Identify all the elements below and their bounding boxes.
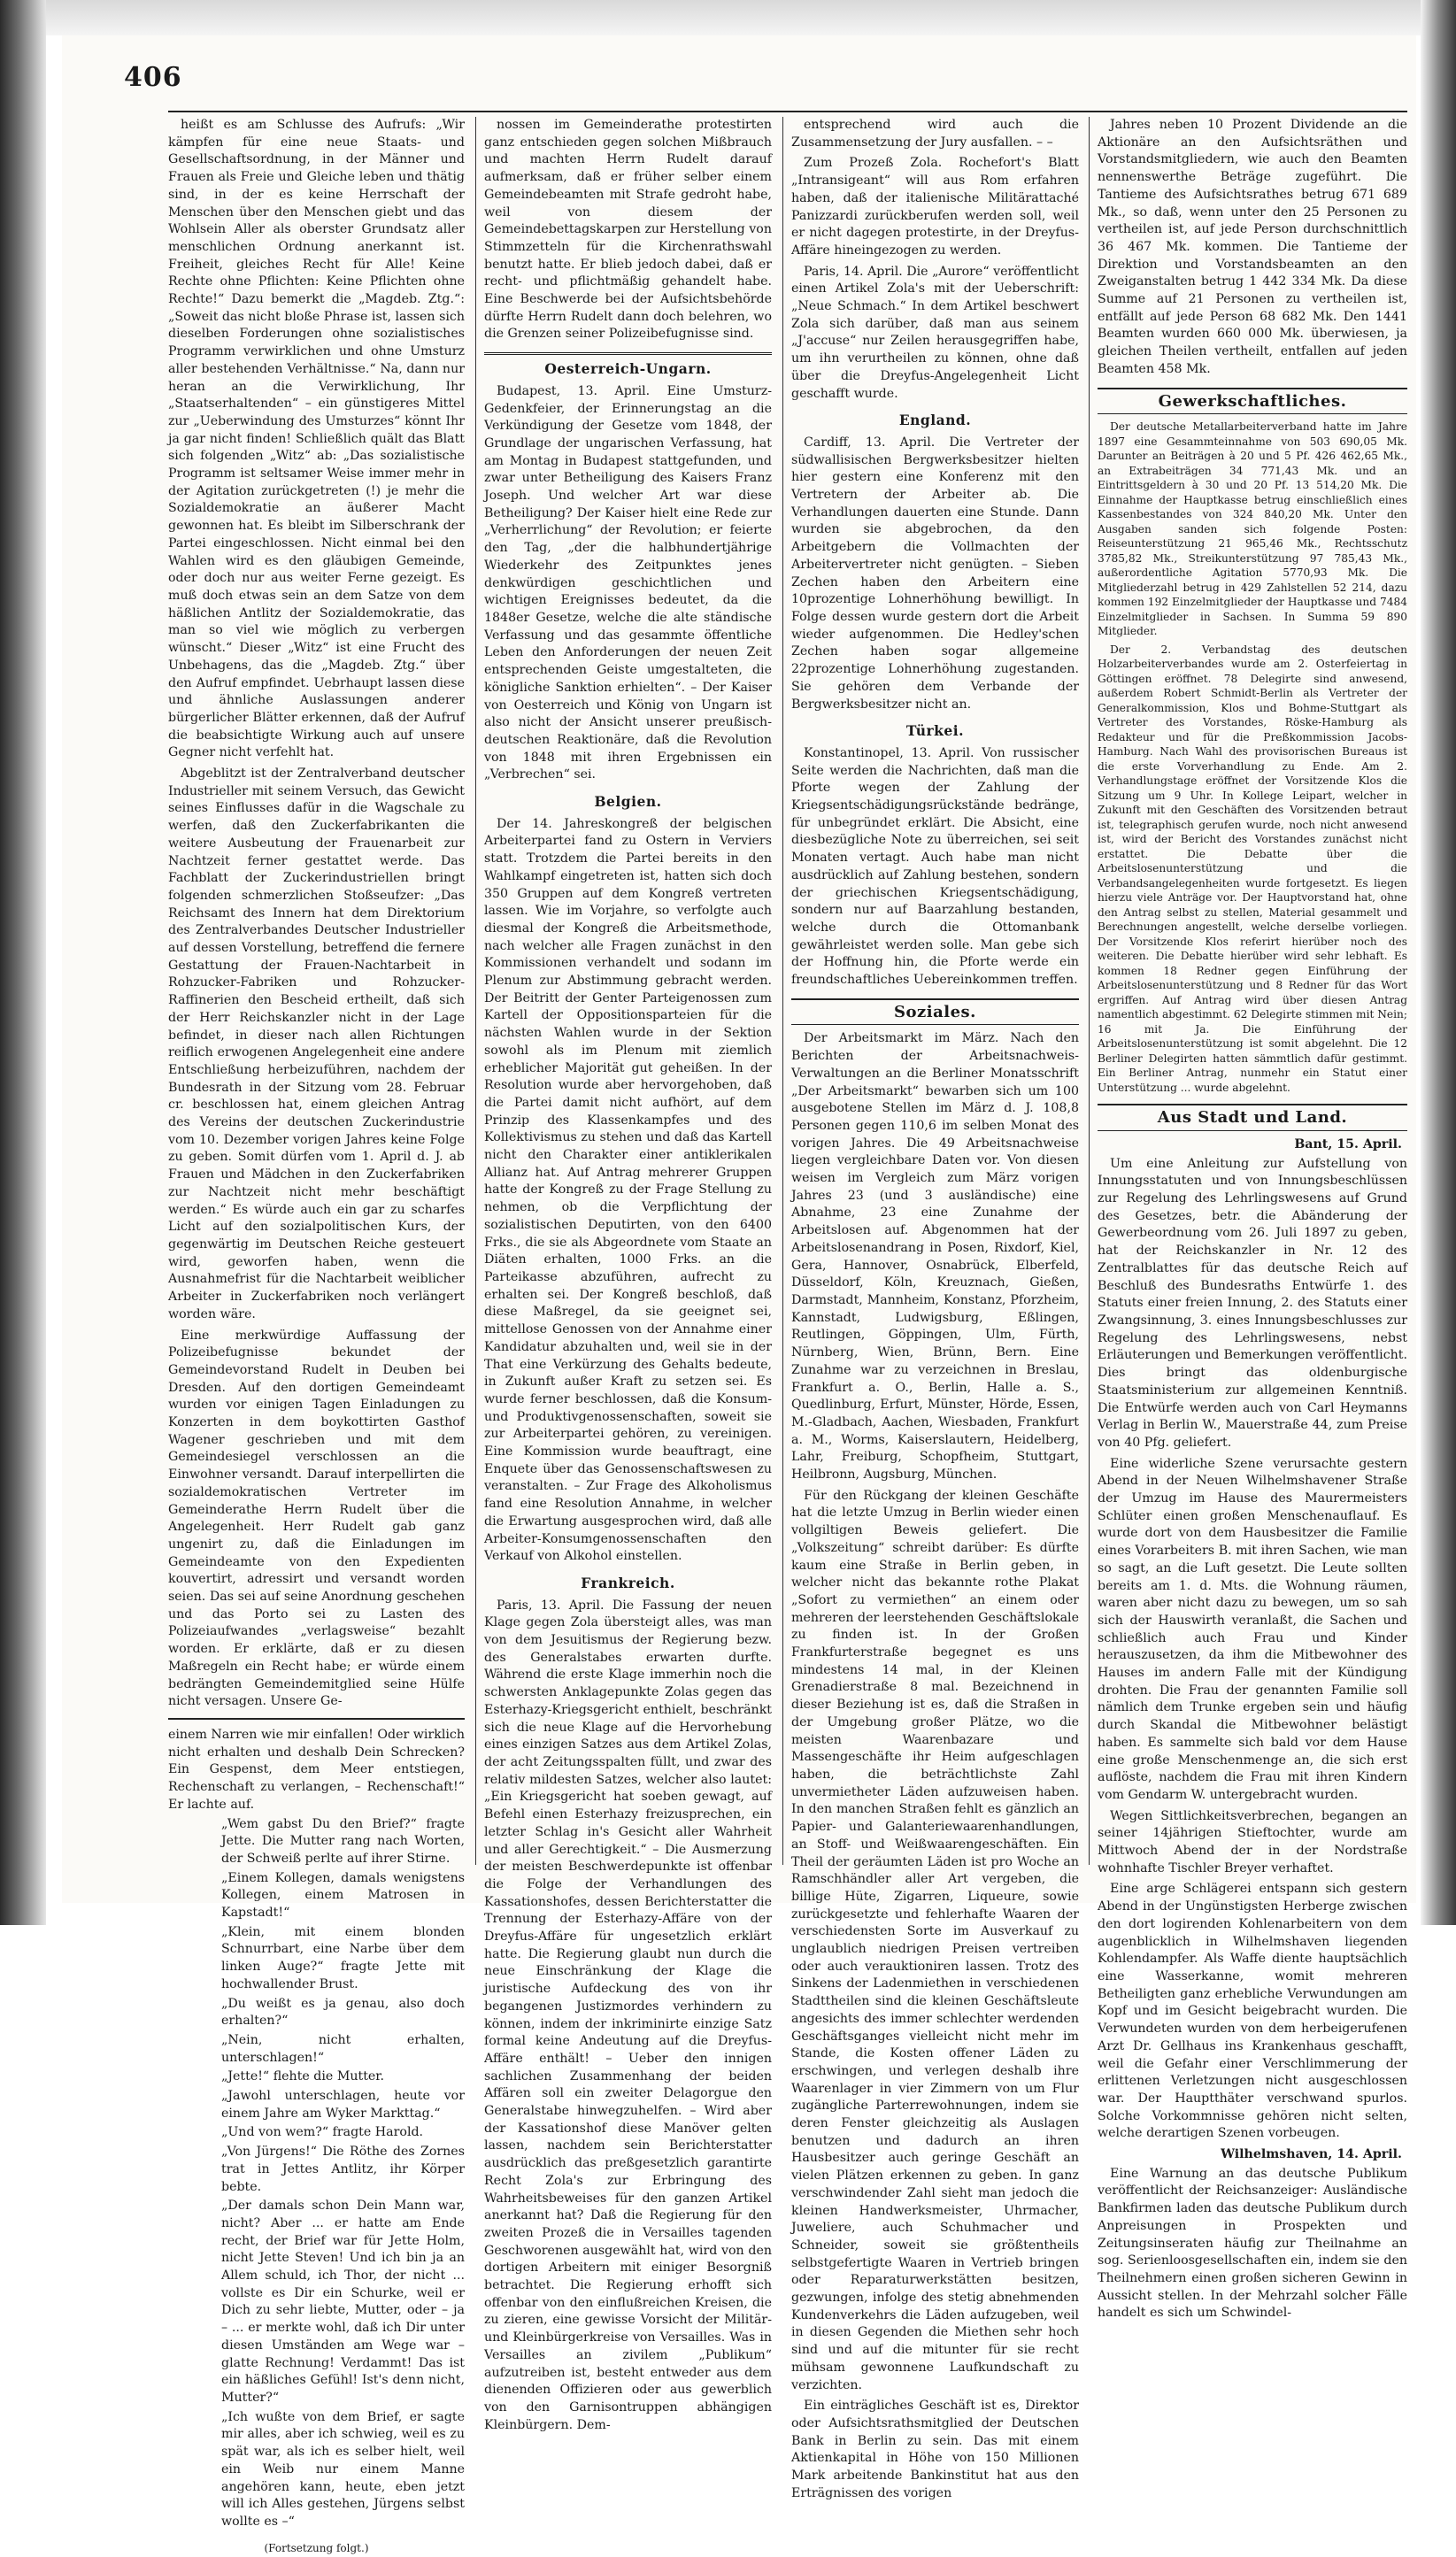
section-heading: England. bbox=[898, 412, 972, 429]
article-paragraph: Zum Prozeß Zola. Rochefort's Blatt „Intransigeant“ will aus Rom erfahren haben, daß der italienische Militärattaché Panizzardi zurückberufen werden soll, weil er nicht dagegen protestirte, in der Dreyfus-Affäre hineingezogen zu werden. bbox=[791, 156, 1079, 258]
column-divider bbox=[782, 117, 783, 1865]
feuilleton-rule bbox=[168, 1718, 465, 1720]
article-paragraph: Wegen Sittlichkeitsverbrechen, begangen an seiner 14jährigen Stieftochter, wurde am Mittwoch Abend der in der Nordstraße wohnhafte Tischler Breyer verhaftet. bbox=[1098, 1808, 1407, 1875]
feuilleton-story bbox=[168, 1727, 465, 2557]
article-paragraph: Budapest, 13. April. Eine Umsturz-Gedenkfeier, der Erinnerungstag an die Verkündigung der Gesetze vom 1848, der Grundlage der ungarischen Verfassung, hat am Montag in Budapest stattgefunden, und zwar unter Betheiligung des Kaisers Franz Joseph. Und welcher Art war diese Betheiligung? Der Kaiser hielt eine Rede zur „Verherrlichung“ der Revolution; er feierte den Tag, „der die halbhundertjährige Wiederkehr des Zeitpunktes jenes denkwürdigen geschichtlichen und wichtigen Ereignisses bedeutet, da die 1848er Gesetze, welche die alte ständische Verfassung und das gesammte öffentliche Leben den Anforderungen der neuen Zeit entsprechenden Geiste umgestalteten, die königliche Sanktion erhielten“. – Der Kaiser von Oesterreich und König von Ungarn ist also nicht der Ansicht unserer preußisch-deutschen Reaktionäre, daß die Revolution von 1848 mit ihren Ergebnissen ein „Verbrechen“ sei. bbox=[484, 383, 772, 782]
article-paragraph: Eine merkwürdige Auffassung der Polizeibefugnisse bekundet der Gemeindevorstand Rudelt in Deuben bei Dresden. Auf den dortigen Gemeindeamt wurden vor einigen Tagen Einladungen zu Konzerten in dem boykottirten Gasthof Wagener geschrieben und mit dem Gemeindesiegel verschlossen an die Einwohner versandt. Darauf interpellirten die sozialdemokratischen Vertreter im Gemeinderathe Herrn Rudelt über die Angelegenheit. Herr Rudelt gab ganz ungenirt zu, daß die Einladungen im Gemeindeamte von den Expedienten kouvertirt, adressirt und versandt worden seien. Das sei auf seine Anordnung geschehen und das Porto sei zu Lasten des Polizeiaufwandes „verlagsweise“ bezahlt worden. Er erklärte, daß er zu diesen Maßregeln ein Recht habe; er würde einem bedrängten Gemeindemitglied seine Hülfe nicht versagen. Unsere Ge- bbox=[168, 1328, 465, 1709]
scan-edge-right bbox=[1421, 0, 1456, 1925]
column-divider bbox=[1089, 117, 1090, 1865]
section-heading: Frankreich. bbox=[581, 1574, 675, 1591]
scan-edge-top bbox=[46, 0, 1421, 35]
story-line: „Einem Kollegen, damals wenigstens Kollegen, einem Matrosen in Kapstadt!“ bbox=[221, 1870, 465, 1921]
story-line: „Du weißt es ja genau, also doch erhalten?“ bbox=[221, 1996, 465, 2029]
article-paragraph: Paris, 14. April. Die „Aurore“ veröffentlicht einen Artikel Zola's mit der Ueberschrift: „Neue Schmach.“ In dem Artikel beschwert Zola sich darüber, daß man aus seinem „J'accuse“ nur Zeilen herausgegriffen habe, um ihn verurtheilen zu können, ohne daß über die Dreyfus-Angelegenheit Licht geschafft wurde. bbox=[791, 264, 1079, 401]
article-paragraph: Der Arbeitsmarkt im März. Nach den Berichten der Arbeitsnachweis-Verwaltungen an die Berliner Monatsschrift „Der Arbeitsmarkt“ bewarben sich um 100 ausgebotene Stellen im März d. J. 108,8 Personen gegen 110,6 im selben Monat des vorigen Jahres. Die 49 Arbeitsnachweise liegen vergleichbare Daten vor. Von diesen weisen im Vergleich zum März vorigen Jahres 23 (und 3 ausländische) eine Abnahme, 23 eine Zunahme der Arbeitslosen auf. Abgenommen hat der Arbeitslosenandrang in Posen, Rixdorf, Kiel, Gera, Hannover, Osnabrück, Elberfeld, Düsseldorf, Köln, Kreuznach, Gießen, Darmstadt, Mannheim, Konstanz, Pforzheim, Kannstadt, Ludwigsburg, Eßlingen, Reutlingen, Göppingen, Ulm, Fürth, Nürnberg, Wien, Brünn, Bern. Eine Zunahme war zu verzeichnen in Breslau, Frankfurt a. O., Berlin, Halle a. S., Quedlinburg, Erfurt, Münster, Hörde, Essen, M.-Gladbach, Aachen, Wiesbaden, Frankfurt a. M., Worms, Kaiserslautern, Heidelberg, Lahr, Freiburg, Schopfheim, Stuttgart, Heilbronn, Augsburg, München. bbox=[791, 1031, 1079, 1483]
article-paragraph: Der deutsche Metallarbeiterverband hatte im Jahre 1897 eine Gesammteinnahme von 503 690,05 Mk. Darunter an Beiträgen à 20 und 5 Pf. 426 462,65 Mk., an Extrabeiträgen 34 771,43 Mk. und an Eintrittsgeldern à 30 und 20 Pf. 13 514,20 Mk. Die Einnahme der Hauptkasse betrug einschließlich eines Kassenbestandes von 324 840,20 Mk. Unter den Ausgaben sanden sich folgende Posten: Reiseunterstützung 21 965,46 Mk., Rechtsschutz 3785,82 Mk., Streikunterstützung 97 785,43 Mk., außerordentliche Agitation 5770,93 Mk. Die Mitgliederzahl betrug in 429 Zahlstellen 52 214, dazu kommen 192 Einzelmitglieder der Hauptkasse und 7484 Einzelmitglieder in Sachsen. In Summa 59 890 Mitglieder. bbox=[1098, 420, 1407, 638]
scan-edge-left bbox=[0, 0, 46, 1925]
story-line: „Jette!“ flehte die Mutter. bbox=[221, 2069, 385, 2084]
section-heading: Soziales. bbox=[791, 998, 1079, 1026]
section-heading: Gewerkschaftliches. bbox=[1098, 388, 1407, 415]
article-paragraph: entsprechend wird auch die Zusammensetzung der Jury ausfallen. – – bbox=[791, 118, 1079, 150]
story-line: „Von Jürgens!“ Die Röthe des Zornes trat in Jettes Antlitz, ihr Körper bebte. bbox=[221, 2145, 465, 2194]
article-paragraph: heißt es am Schlusse des Aufrufs: „Wir kämpfen für eine neue Staats- und Gesellschaftsordnung, in der Männer und Frauen als Freie und Gleiche leben und thätig sind, in der es keine Herrschaft der Menschen über den Menschen giebt und das Wohlsein Aller als oberster Grundsatz aller menschlichen Ordnung anerkannt ist. Freiheit, gleiches Recht für Alle! Keine Rechte ohne Pflichten: Keine Pflichten ohne Rechte!“ Dazu bemerkt die „Magdeb. Ztg.“: „Soweit das nicht bloße Phrase ist, lassen sich dieselben Forderungen ohne sozialistisches Programm verwirklichen und ohne Umsturz aller bestehenden Verhältnisse.“ Na, dann nur heran an die Verwirklichung, Ihr „Staatserhaltenden“ – ein günstigeres Mittel zur „Ueberwindung des Umsturzes“ könnt Ihr ja gar nicht finden! Schließlich quält das Blatt sich folgenden „Witz“ ab: „Das sozialistische Programm ist seltsamer Weise immer mehr in der Agitation zurückgetreten (!) je mehr die Sozialdemokratie an äußerer Macht gewonnen hat. Es bleibt im Silberschrank der Partei eingeschlossen. Nicht einmal bei den Wahlen wird es den gläubigen Gemeinde, oder doch nur aus weiter Ferne gezeigt. Es muß doch etwas sein an dem Satze von dem häßlichen Antlitz der Sozialdemokratie, das man so viel wie möglich zu verbergen wünscht.“ Dieser „Witz“ ist eine Frucht des Unbehagens, das die „Magdeb. Ztg.“ über den Aufruf empfindet. Uebrhaupt lassen diese und ähnliche Auslassungen anderer bürgerlicher Blätter erkennen, daß der Aufruf die beabsichtigte Wirkung auch auf unsere Gegner nicht verfehlt hat. bbox=[168, 118, 465, 760]
story-line: „Jawohl unterschlagen, heute vor einem Jahre am Wyker Markttag.“ bbox=[221, 2089, 465, 2121]
section-heading: Oesterreich-Ungarn. bbox=[484, 352, 772, 378]
article-paragraph: Cardiff, 13. April. Die Vertreter der südwallisischen Bergwerksbesitzer hielten hier gestern eine Konferenz mit den Vertretern der Arbeiter ab. Die Verhandlungen dauerten eine Stunde. Dann wurden sie abgebrochen, da den Arbeitgebern die Vollmachten der Arbeitervertreter nicht genügten. – Sieben Zechen haben den Arbeitern eine 10prozentige Lohnerhöhung bewilligt. In Folge dessen wurde gestern dort die Arbeit wieder aufgenommen. Die Hedley'schen Zechen haben sogar allgemeine 22prozentige Lohnerhöhung zugestanden. Sie gehören dem Verbande der Bergwerksbesitzer nicht an. bbox=[791, 435, 1079, 712]
story-line: „Wem gabst Du den Brief?“ fragte Jette. Die Mutter rang nach Worten, der Schweiß perlte auf ihrer Stirne. bbox=[221, 1816, 465, 1866]
article-paragraph: Eine Warnung an das deutsche Publikum veröffentlicht der Reichsanzeiger: Ausländische Bankfirmen laden das deutsche Publikum durch Anpreisungen in Prospekten und Zeitungsinseraten häufig zur Theilnahme an sog. Serienloosgesellschaften ein, indem sie den Theilnehmern einen großen sicheren Gewinn in Aussicht stellen. In der Mehrzahl solcher Fälle handelt es sich um Schwindel- bbox=[1098, 2166, 1407, 2321]
column-2 bbox=[484, 117, 772, 2432]
column-3 bbox=[791, 117, 1079, 2500]
story-line: „Klein, mit einem blonden Schnurrbart, eine Narbe über dem linken Auge?“ fragte Jette mit hochwallender Brust. bbox=[221, 1924, 465, 1991]
dateline: Bant, 15. April. bbox=[1294, 1136, 1402, 1151]
article-paragraph: Paris, 13. April. Die Fassung der neuen Klage gegen Zola übersteigt alles, was man von dem Jesuitismus der Regierung bezw. des Generalstabes erwarten durfte. Während die erste Klage immerhin noch die schwersten Anklagepunkte Zolas gegen das Esterhazy-Kriegsgericht enthielt, beschränkt sich die neue Klage auf die Hervorhebung eines einzigen Satzes aus dem Artikel Zolas, der acht Zeitungsspalten füllt, und zwar des relativ mildesten Satzes, welcher also lautet: „Ein Kriegsgericht hat soeben gewagt, auf Befehl einen Esterhazy freizusprechen, ein letzter Schlag in's Gesicht aller Wahrheit und aller Gerechtigkeit.“ – Die Ausmerzung der meisten Beschwerdepunkte ist offenbar die Folge der Verhandlungen des Kassationshofes, dessen Berichterstatter die Trennung der Esterhazy-Affäre von der Dreyfus-Affäre für ungesetzlich erklärt hatte. Die Regierung glaubt nun durch die neue Einschränkung der Klage die juristische Aufdeckung des von ihr begangenen Justizmordes verhindern zu können, indem der inkriminirte einzige Satz formal keine Andeutung auf die Dreyfus-Affäre enthält! – Ueber den innigen sachlichen Zusammenhang der beiden Affären soll ein zweiter Delagorgue den Generalstabe hinwegzuhelfen. – Wird aber der Kassationshof diese Manöver gelten lassen, nachdem sein Berichterstatter ausdrücklich das preßgesetzlich garantirte Recht Zola's zur Erbringung des Wahrheitsbeweises für den ganzen Artikel anerkannt hat? Daß die Regierung für den zweiten Prozeß die in Versailles tagenden Geschworenen ausgewählt hat, wird von den dortigen Arbeitern mit einiger Besorgniß betrachtet. Die Regierung erhofft sich offenbar von den einflußreichen Kreisen, die zu zieren, eine gewisse Vorsicht der Militär- und Kleinbürgerkreise von Versailles. Was in Versailles an zivilem „Publikum“ aufzutreiben ist, besteht entweder aus dem dienenden Offizieren oder aus gewerblich von den Garnisontruppen abhängigen Kleinbürgern. Dem- bbox=[484, 1598, 772, 2432]
section-heading: Belgien. bbox=[594, 793, 662, 811]
article-paragraph: Um eine Anleitung zur Aufstellung von Innungsstatuten und von Innungsbeschlüssen zur Regelung des Lehrlingswesens auf Grund des Gesetzes, betr. die Abänderung der Gewerbeordnung vom 26. Juli 1897 zu geben, hat der Reichskanzler in Nr. 12 des Zentralblattes für das deutsche Reich auf Beschluß des Bundesraths Entwürfe 1. des Statuts einer freien Innung, 2. des Statuts einer Zwangsinnung, 3. eines Innungsbeschlusses zur Regelung des Lehrlingswesens, nebst Erläuterungen und Bemerkungen veröffentlicht. Dies bringt das oldenburgische Staatsministerium zur allgemeinen Kenntniß. Die Entwürfe werden auch von Carl Heymanns Verlag in Berlin W., Mauerstraße 44, zum Preise von 40 Pfg. geliefert. bbox=[1098, 1156, 1407, 1450]
article-paragraph: Für den Rückgang der kleinen Geschäfte hat die letzte Umzug in Berlin wieder einen vollgiltigen Beweis geliefert. Die „Volkszeitung“ schreibt darüber: Es dürfte kaum eine Straße in Berlin geben, in welcher nicht das bekannte rothe Plakat „Sofort zu vermiethen“ an einem oder mehreren der leerstehenden Geschäftslokale zu finden ist. In der Großen Frankfurterstraße begegnet es uns mindestens 14 mal, in der Kleinen Grenadierstraße 8 mal. Bezeichnend in dieser Beziehung ist es, daß die Straßen in der Umgebung großer Plätze, wo die meisten Waarenbazare und Massengeschäfte ihr Heim aufgeschlagen haben, die beträchtlichste Zahl unvermietheter Läden aufzuweisen haben. In den manchen Straßen fehlt es gänzlich an Papier- und Galanteriewaarenhandlungen, an Stoff- und Weißwaarengeschäften. Ein Theil der geräumten Läden ist pro Woche an Ramschhändler aller Art vergeben, die billige Hüte, Zigarren, Liqueure, sowie zurückgesetzte und fehlerhafte Waaren der verschiedensten Sorte im Ausverkauf zu unglaublich niedrigen Preisen vertreiben oder auch verauktioniren lassen. Trotz des Sinkens der Ladenmiethen in verschiedenen Stadttheilen sind die kleinen Geschäftsleute angesichts des immer schlechter werdenden Geschäftsganges vielleicht nicht mehr im Stande, die Kosten offener Läden zu erschwingen, und verlegen deshalb ihre Waarenlager in vier Zimmern von um Flur zugängliche Parterrewohnungen, indem sie deren Fenster gleichzeitig als Auslagen benutzen und dadurch an ihren Hausbesitzer auch geringe Geschäft an vielen Plätzen erkennen zu geben. In ganz verschwindender Zahl sieht man jedoch die kleinen Handwerksmeister, Uhrmacher, Juweliere, auch Schuhmacher und Schneider, soweit sie größtentheils selbstgefertigte Waaren in Vertrieb bringen oder Reparaturwerkstätten besitzen, gezwungen, infolge des stetig abnehmenden Kundenverkehrs die Läden aufzugeben, weil in diesen Gegenden die Miethen sehr hoch sind und auf die mitunter für sie recht mühsam gewonnene Laufkundschaft zu verzichten. bbox=[791, 1488, 1079, 2392]
story-line: „Und von wem?“ fragte Harold. bbox=[221, 2125, 424, 2140]
column-4 bbox=[1098, 117, 1407, 2321]
dateline: Wilhelmshaven, 14. April. bbox=[1221, 2147, 1402, 2162]
article-paragraph: Eine arge Schlägerei entspann sich gestern Abend in der Ungünstigsten Herberge zwischen den dort logirenden Kohlenarbeitern von dem augenblicklich in Wilhelmshaven liegenden Kohlendampfer. Als Waffe diente hauptsächlich eine Wasserkanne, womit mehreren Betheiligten ganz erhebliche Verwundungen am Kopf und im Gesicht beigebracht wurden. Die Verwundeten wurden von dem herbeigerufenen Arzt Dr. Gellhaus ins Krankenhaus geschafft, weil die Gefahr einer Verschlimmerung der erlittenen Verletzungen nicht ausgeschlossen war. Der Hauptthäter verschwand spurlos. Solche Vorkommnisse gehören nicht selten, welche derartigen Szenen vorbeugen. bbox=[1098, 1882, 1407, 2141]
column-divider bbox=[475, 117, 476, 1865]
article-paragraph: Der 14. Jahreskongreß der belgischen Arbeiterpartei fand zu Ostern in Verviers statt. Trotzdem die Partei bereits in den Wahlkampf eingetreten ist, hatten sich doch 350 Gruppen auf dem Kongreß vertreten lassen. Wie im Vorjahre, so verfolgte auch diesmal der Kongreß die Arbeitsmethode, nach welcher alle Fragen zunächst in den Kommissionen verhandelt und sodann im Plenum zur Abstimmung gebracht werden. Der Beitritt der Genter Parteigenossen zum Kartell der Oppositionsparteien für die nächsten Wahlen wurde in der Sektion sowohl als im Plenum mit ziemlich erheblicher Majorität gut geheißen. In der Resolution wurde aber hervorgehoben, daß die Partei damit nicht aufhört, auf dem Prinzip des Klassenkampfes und des Kollektivismus zu stehen und daß das Kartell nicht den Charakter einer antiklerikalen Allianz hat. Auf Antrag mehrerer Gruppen hatte der Kongreß zu der Frage Stellung zu nehmen, ob die Verpflichtung der sozialistischen Deputirten, von den 6400 Frks., die sie als Abgeordnete vom Staate an Diäten erhalten, 1000 Frks. an die Parteikasse abzuführen, aufrecht zu erhalten sei. Der Kongreß beschloß, daß diese Maßregel, da sie geeignet sei, mittellose Genossen von der Annahme einer Kandidatur abzuhalten und, weil sie in der That eine Verkürzung des Gehalts bedeute, in Zukunft außer Kraft zu setzen sei. Es wurde ferner beschlossen, daß die Konsum- und Produktivgenossenschaften, soweit sie zur Arbeiterpartei gehören, zu vereinigen. Eine Kommission wurde beauftragt, eine Enquete über das Genossenschaftswesen zu veranstalten. – Zur Frage des Alkoholismus fand eine Resolution Annahme, in welcher die Erwartung ausgesprochen wird, daß alle Arbeiter-Konsumgenossenschaften den Verkauf von Alkohol einstellen. bbox=[484, 816, 772, 1564]
article-paragraph: Eine widerliche Szene verursachte gestern Abend in der Neuen Wilhelmshavener Straße der Umzug im Hause des Maurermeisters Schlüter einen großen Menschenauflauf. Es wurde dort von dem Hausbesitzer die Familie eines Vorarbeiters B. mit ihren Sachen, wie man so sagt, an die Luft gesetzt. Die Leute sollten bereits am 1. d. Mts. die Wohnung räumen, waren aber nicht dazu zu bewegen, um so sah sich der Hauswirth veranlaßt, die Sachen und schließlich auch Frau und Kinder herauszusetzen, da ihm die Mitbewohner des Hauses im andern Falle mit der Kündigung drohten. Die Frau der genannten Familie soll nämlich dem Trunke ergeben sein und häufig durch Skandal die Mitbewohner belästigt haben. Es sammelte sich bald vor dem Hause eine große Menschenmenge an, die sich erst auflöste, nachdem die Frau mit ihren Kindern vom Gendarm W. untergebracht wurden. bbox=[1098, 1456, 1407, 1802]
story-line: „Der damals schon Dein Mann war, nicht? Aber ... er hatte am Ende recht, der Brief war für Jette Holm, nicht Jette Steven! Und ich bin ja an Allem schuld, ich Thor, der nicht ... vollste es Dir ein Schurke, weil er Dich zu sehr liebte, Mutter, oder – ja – ... er merkte wohl, daß ich Dir unter diesen Umständen am Wege war – glatte Rechnung! Verdammt! Das ist ein häßliches Gefühl! Ist's denn nicht, Mutter?“ bbox=[221, 2199, 465, 2405]
story-line: einem Narren wie mir einfallen! Oder wirklich nicht erhalten und deshalb Dein Schrecken? Ein Gespenst, dem Meer entstiegen, Rechenschaft zu verlangen, – Rechenschaft!“ Er lachte auf. bbox=[168, 1727, 465, 1812]
page-number: 406 bbox=[124, 62, 182, 93]
article-paragraph: Abgeblitzt ist der Zentralverband deutscher Industrieller mit seinem Versuch, das Gewicht seines Einflusses dafür in die Wagschale zu werfen, daß den Zuckerfabrikanten die weitere Ausbeutung der Frauenarbeit zur Nachtzeit ferner gestattet werde. Das Fachblatt der Zuckerindustriellen bringt folgenden schmerzlichen Stoßseufzer: „Das Reichsamt des Innern hat dem Direktorium des Zentralverbandes Deutscher Industrieller auf dessen Vorstellung, betreffend die fernere Gestattung der Frauen-Nachtarbeit in Rohzucker-Fabriken und Rohzucker-Raffinerien den Bescheid ertheilt, daß sich der Herr Reichskanzler nicht in der Lage befindet, in dieser nach allen Richtungen reiflich erwogenen Angelegenheit eine andere Entschließung herbeizuführen, nachdem der Bundesrath in der Sitzung vom 28. Februar cr. beschlossen hat, einem gleichen Antrag des Vereins der deutschen Zuckerindustrie vom 10. Dezember vorigen Jahres keine Folge zu geben. Somit dürfen vom 1. April d. J. ab Frauen und Mädchen in den Zuckerfabriken zur Nachtzeit nicht mehr beschäftigt werden.“ Es würde auch ein gar zu scharfes Licht auf den sozialpolitischen Kurs, der gegenwärtig im Deutschen Reiche gesteuert wird, geworfen haben, wenn die Ausnahmefrist für die Nachtarbeit weiblicher Arbeiter in Zuckerfabriken noch verlängert worden wäre. bbox=[168, 766, 465, 1321]
continuation-note: (Fortsetzung folgt.) bbox=[264, 2541, 369, 2554]
article-paragraph: Konstantinopel, 13. April. Von russischer Seite werden die Nachrichten, daß man die Pforte wegen der Zahlung der Kriegsentschädigungsrückstände bedränge, für unbegründet erklärt. Die Absicht, eine diesbezügliche Note zu überreichen, sei seit Monaten vertagt. Auch habe man nicht ausdrücklich auf Zahlung bestehen, sondern der griechischen Kriegsentschädigung, sondern nur auf Baarzahlung bestanden, welche durch die Ottomanbank gewährleistet werden solle. Man gebe sich der Hoffnung hin, die Pforte werde ein freundschaftliches Uebereinkommen treffen. bbox=[791, 745, 1079, 988]
section-heading: Türkei. bbox=[905, 722, 965, 740]
column-1 bbox=[168, 117, 465, 2554]
story-line: „Ich wußte von dem Brief, er sagte mir alles, aber ich schwieg, weil es zu spät war, als ich es selber hielt, weil ein Weib nur einem Manne angehören kann, heute, eben jetzt will ich Alles gestehen, Jürgens selbst wollte es –“ bbox=[221, 2409, 465, 2529]
story-line: „Nein, nicht erhalten, unterschlagen!“ bbox=[221, 2032, 465, 2065]
top-rule bbox=[168, 111, 1407, 112]
article-paragraph: Jahres neben 10 Prozent Dividende an die Aktionäre an den Aufsichtsräthen und Vorstandsmitgliedern, wie auch den Beamten nennenswerthe Beträge zugeführt. Die Tantieme des Aufsichtsrathes betrug 671 689 Mk., so daß, wenn unter den 25 Personen zu vertheilen ist, auf jede Person durchschnittlich 36 467 Mk. kommen. Die Tantieme der Direktion und Vorstandsbeamten an den Zweiganstalten betrug 1 442 334 Mk. Da diese Summe auf 21 Personen zu vertheilen ist, entfällt auf jede Person 68 682 Mk. Den 1441 Beamten wurden 660 000 Mk. überwiesen, ja gleichen Theilen vertheilt, entfallen auf jeden Beamten 458 Mk. bbox=[1098, 118, 1407, 376]
article-paragraph: Der 2. Verbandstag des deutschen Holzarbeiterverbandes wurde am 2. Osterfeiertag in Göttingen eröffnet. 78 Delegirte sind anwesend, außerdem Robert Schmidt-Berlin als Vertreter der Generalkommission, Klos und Bohme-Stuttgart als Vertreter des Vorstandes, Röske-Hamburg als Redakteur und für die Preßkommission Jacobs-Hamburg. Nach Wahl des provisorischen Bureaus ist die erste Vorverhandlung zu Ende. Am 2. Verhandlungstage eröffnet der Vorsitzende Klos die Sitzung um 9 Uhr. In Kollege Leipart, welcher in Zukunft mit den Geschäften des Vorsitzenden betraut ist, telegraphisch gerufen wurde, noch nicht anwesend ist, wird der Bericht des Vorstandes zunächst nicht erstattet. Die Debatte über die Arbeitslosenunterstützung und die Verbandsangelegenheiten wurde fortgesetzt. Es liegen hierzu viele Anträge vor. Der Hauptvorstand hat, ohne den Antrag selbst zu stellen, Material gesammelt und Berechnungen angestellt, welche derselbe vorliegen. Der Vorsitzende Klos referirt hierüber noch des weiteren. Die Debatte hierüber wird sehr lebhaft. Es kommen 18 Redner gegen Einführung der Arbeitslosenunterstützung und 8 Redner für das Wort ergriffen. Auf Antrag wird über diesen Antrag namentlich abgestimmt. 62 Delegirte stimmen mit Nein; 16 mit Ja. Die Einführung der Arbeitslosenunterstützung ist somit abgelehnt. Die 12 Berliner Delegirten hatten sämmtlich dafür gestimmt. Ein Berliner Antrag, nunmehr ein Statut einer Unterstützung ... wurde abgelehnt. bbox=[1098, 643, 1407, 1094]
article-paragraph: nossen im Gemeinderathe protestirten ganz entschieden gegen solchen Mißbrauch und machten Herrn Rudelt darauf aufmerksam, daß er früher selber einem Gemeindebeamten mit Strafe gedroht habe, weil von diesem der Gemeindebettagskarpen zur Herstellung von Stimmzetteln für die Kirchenrathswahl benutzt hatte. Er blieb jedoch dabei, daß er recht- und pflichtmäßig gehandelt habe. Eine Beschwerde bei der Aufsichtsbehörde dürfte Herrn Rudelt dann doch belehren, wo die Grenzen seiner Polizeibefugnisse sind. bbox=[484, 118, 772, 342]
article-paragraph: Ein einträgliches Geschäft ist es, Direktor oder Aufsichtsrathsmitglied der Deutschen Bank in Berlin zu sein. Das mit einem Aktienkapital in Höhe von 150 Millionen Mark arbeitende Bankinstitut hat aus den Erträgnissen des vorigen bbox=[791, 2399, 1079, 2500]
section-heading: Aus Stadt und Land. bbox=[1098, 1104, 1407, 1131]
